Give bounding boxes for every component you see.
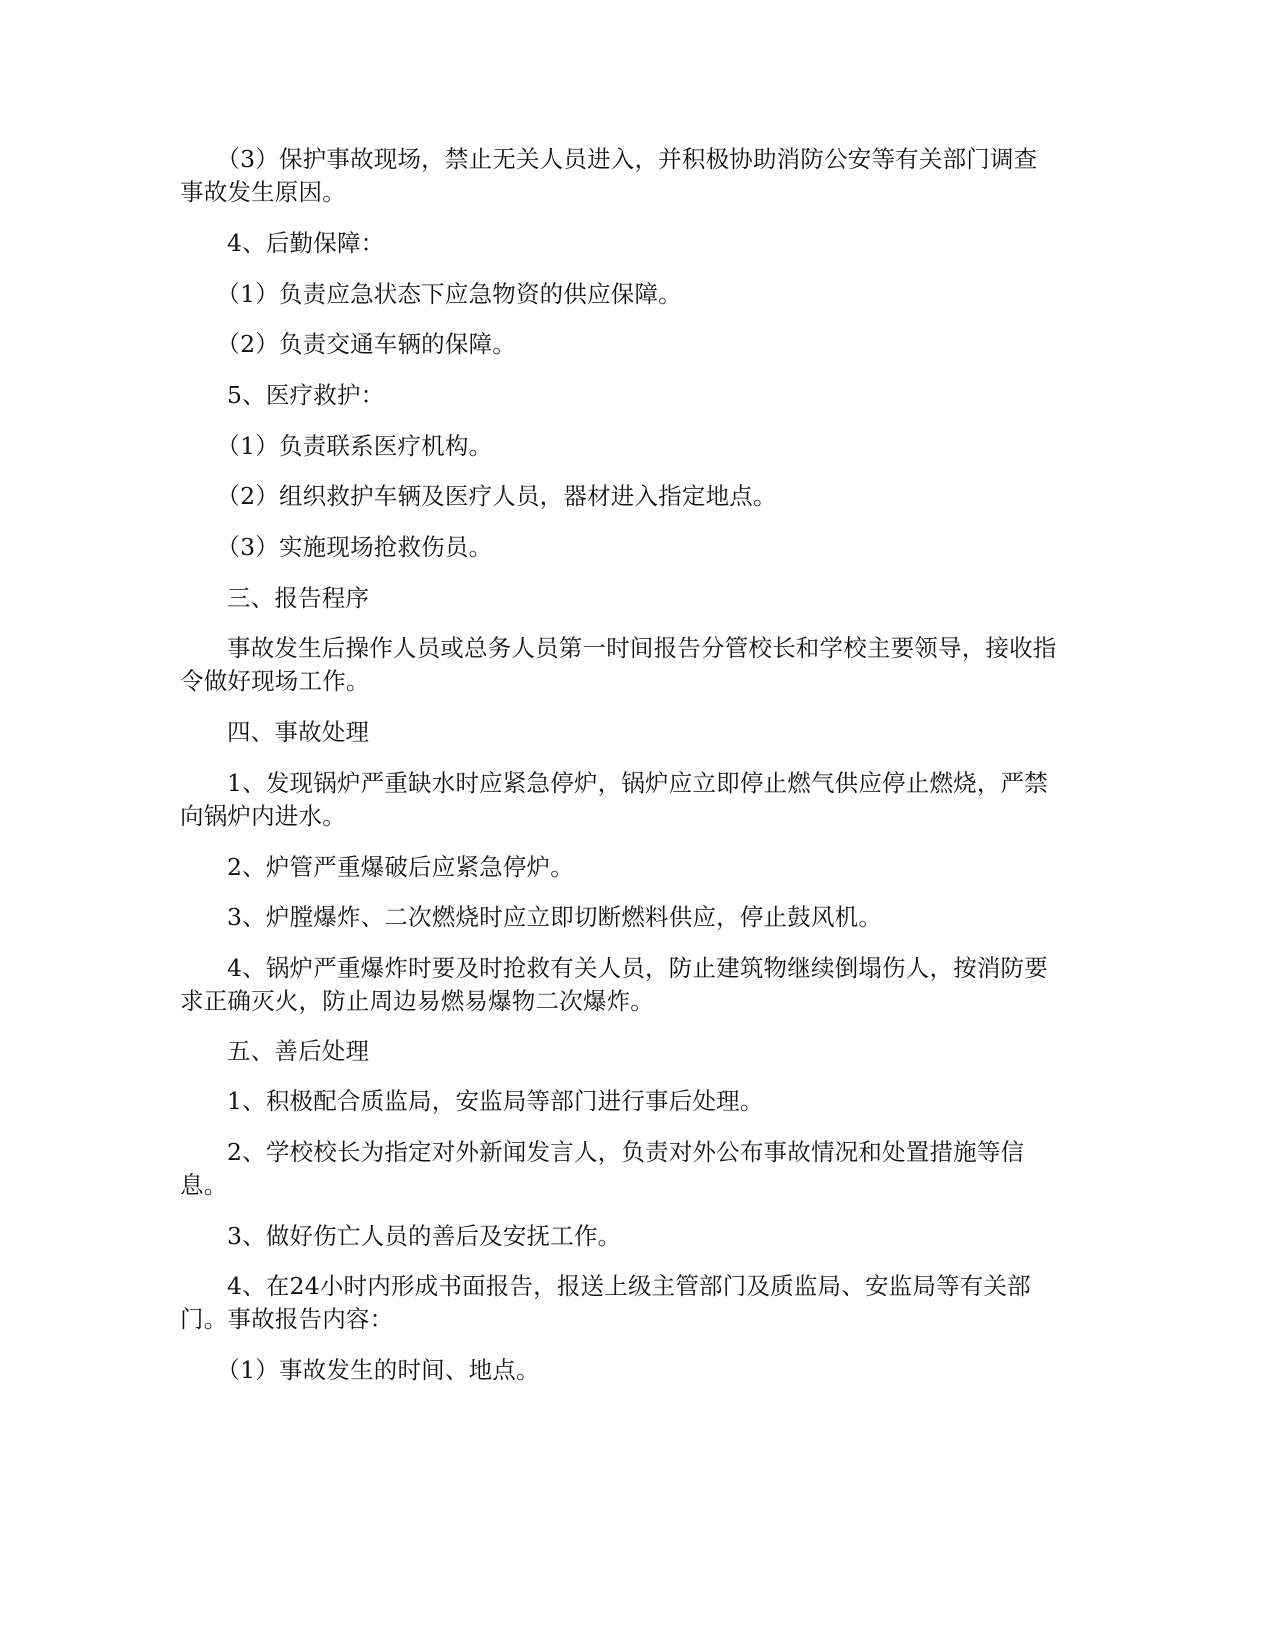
heading-report-procedure: 三、报告程序: [227, 584, 370, 612]
paragraph-medical-contact: （1）负责联系医疗机构。: [216, 432, 493, 460]
paragraph-vehicles: （2）负责交通车辆的保障。: [216, 330, 516, 358]
paragraph-supplies: （1）负责应急状态下应急物资的供应保障。: [216, 280, 682, 308]
paragraph-spokesperson: 2、学校校长为指定对外新闻发言人，负责对外公布事故情况和处置措施等信息。: [180, 1138, 1025, 1199]
paragraph-boiler-explosion: 4、锅炉严重爆炸时要及时抢救有关人员，防止建筑物继续倒塌伤人，按消防要求正确灭火，防止周边易燃易爆物二次爆炸。: [180, 954, 1048, 1015]
paragraph-time-place: （1）事故发生的时间、地点。: [216, 1356, 540, 1384]
paragraph-written-report: 4、在24小时内形成书面报告，报送上级主管部门及质监局、安监局等有关部门。事故报告内容：: [180, 1272, 1031, 1333]
heading-aftermath: 五、善后处理: [227, 1037, 370, 1065]
paragraph-rescue: （3）实施现场抢救伤员。: [216, 533, 493, 561]
paragraph-ambulance: （2）组织救护车辆及医疗人员，器材进入指定地点。: [216, 482, 777, 510]
paragraph-protect-scene: （3）保护事故现场，禁止无关人员进入，并积极协助消防公安等有关部门调查事故发生原因。: [180, 145, 1038, 206]
paragraph-cooperate: 1、积极配合质监局，安监局等部门进行事后处理。: [227, 1087, 764, 1115]
heading-medical: 5、医疗救护：: [227, 381, 385, 409]
paragraph-casualties: 3、做好伤亡人员的善后及安抚工作。: [227, 1222, 622, 1250]
paragraph-tube-burst: 2、炉管严重爆破后应紧急停炉。: [227, 853, 574, 881]
paragraph-furnace-explosion: 3、炉膛爆炸、二次燃烧时应立即切断燃料供应，停止鼓风机。: [227, 903, 883, 931]
paragraph-water-shortage: 1、发现锅炉严重缺水时应紧急停炉，锅炉应立即停止燃气供应停止燃烧，严禁向锅炉内进水。: [180, 769, 1048, 830]
heading-accident-handling: 四、事故处理: [227, 718, 370, 746]
heading-logistics: 4、后勤保障：: [227, 229, 385, 257]
paragraph-report: 事故发生后操作人员或总务人员第一时间报告分管校长和学校主要领导，接收指令做好现场工作。: [180, 634, 1057, 695]
